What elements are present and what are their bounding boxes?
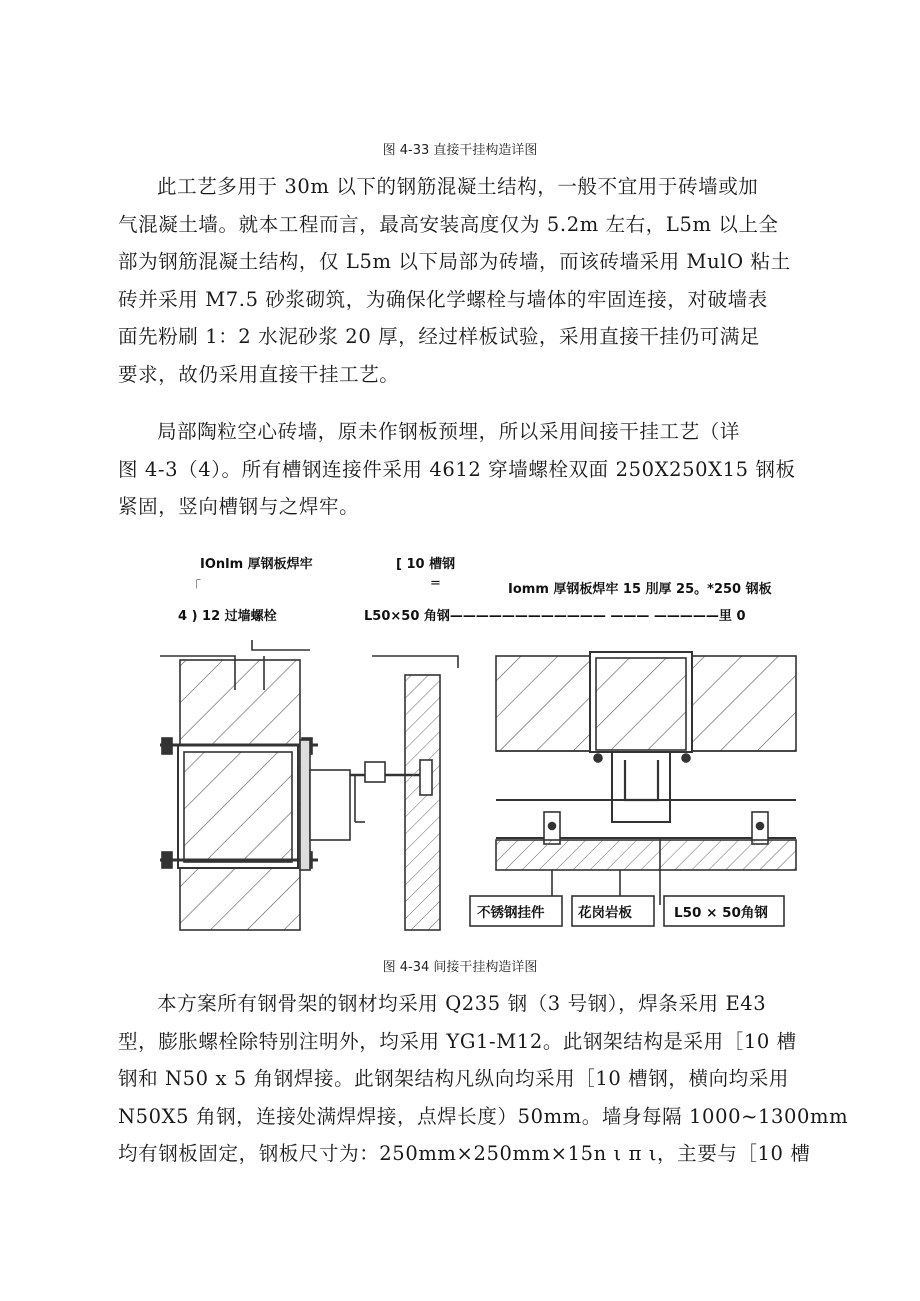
paragraph-1-line: 面先粉刷 1：2 水泥砂浆 20 厚，经过样板试验，采用直接干挂仍可满足 (118, 325, 761, 348)
paragraph-1-line: 砖并采用 M7.5 砂浆砌筑，为确保化学螺栓与墙体的牢固连接，对破墙表 (118, 287, 768, 311)
label-10mm-plate: IOnlm 厚钢板焊牢 (200, 557, 313, 572)
paragraph-3 (118, 985, 848, 1173)
figure-4-33-caption: 图 4-33 直接干挂构造详图 (382, 143, 538, 158)
callout-angle-steel: L50 × 50角钢 (674, 905, 768, 921)
label-angle-steel: L50×50 角钢———————————— ——— —————里 0 (364, 609, 746, 624)
figure-4-34-caption: 图 4-34 间接干挂构造详图 (382, 960, 538, 975)
paragraph-2-line: 局部陶粒空心砖墙，原未作钢板预埋，所以采用间接干挂工艺（详 (157, 420, 740, 443)
paragraph-3-line: 均有钢板固定，钢板尺寸为：250mm×250mm×15n ι π ι，主要与［10 槽 (118, 1142, 811, 1165)
label-equals-mark: = (430, 576, 441, 591)
callout-granite-panel: 花岗岩板 (578, 905, 632, 921)
right-elevation-detail (470, 652, 796, 926)
paragraph-3-line: N50X5 角钢，连接处满焊焊接，点焊长度）50mm。墙身每隔 1000~1300mm (118, 1104, 849, 1128)
paragraph-3-line: 钢和 N50 x 5 角钢焊接。此钢架结构凡纵向均采用［10 槽钢，横向均采用 (118, 1067, 789, 1090)
label-through-bolt: 4 ) 12 过墙螺栓 (178, 609, 277, 624)
paragraph-1-line: 要求，故仍采用直接干挂工艺。 (118, 362, 400, 386)
paragraph-3-line: 本方案所有钢骨架的钢材均采用 Q235 钢（3 号钢），焊条采用 E43 (157, 992, 767, 1015)
paragraph-1-line: 气混凝土墙。就本工程而言，最高安装高度仅为 5.2m 左右，L5m 以上全 (118, 212, 779, 236)
paragraph-2-line: 图 4-3（4）。所有槽钢连接件采用 4612 穿墙螺栓双面 250X250X15 钢板 (118, 457, 796, 481)
callout-stainless-hanger: 不锈钢挂件 (477, 905, 545, 921)
label-weld-plate: Iomm 厚钢板焊牢 15 刖厚 25。*250 钢板 (508, 582, 772, 597)
paragraph-2-line: 紧固，竖向槽钢与之焊牢。 (118, 495, 360, 518)
paragraph-1-line: 此工艺多用于 30m 以下的钢筋混凝土结构，一般不宜用于砖墙或加 (157, 175, 759, 198)
paragraph-1-line: 部为钢筋混凝土结构，仅 L5m 以下局部为砖墙，而该砖墙采用 MulO 粘土 (118, 250, 791, 273)
left-section-detail (160, 640, 458, 930)
label-channel-steel: [ 10 槽钢 (396, 557, 456, 572)
paragraph-3-line: 型，膨胀螺栓除特别注明外，均采用 YG1-M12。此钢架结构是采用［10 槽 (118, 1029, 797, 1053)
label-bracket-mark: 「 (188, 580, 202, 595)
